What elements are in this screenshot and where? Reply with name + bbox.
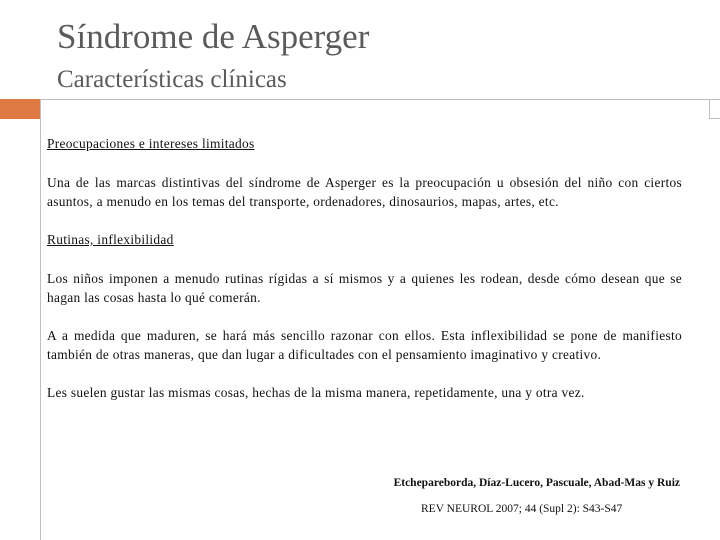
accent-bar xyxy=(0,99,40,119)
section-heading-routines: Rutinas, inflexibilidad xyxy=(47,232,174,247)
paragraph-repetition: Les suelen gustar las mismas cosas, hechas de la misma manera, repetidamente, una y otra vez. xyxy=(47,385,585,400)
slide-subtitle: Características clínicas xyxy=(57,66,287,93)
left-border-line xyxy=(40,100,41,540)
citation-reference: REV NEUROL 2007; 44 (Supl 2): S43-S47 xyxy=(421,503,623,515)
paragraph-routines: Los niños imponen a menudo rutinas rígidas a sí mismos y a quienes les rodean, desde cómo desean que se hagan las cosas hasta lo qué comerán. xyxy=(47,271,682,305)
paragraph-interests: Una de las marcas distintivas del síndrome de Asperger es la preocupación u obsesión del niño con ciertos asuntos, a menudo en los temas del transporte, ordenadores, dinosaurios, mapas, artes, etc. xyxy=(47,175,682,209)
section-heading-interests: Preocupaciones e intereses limitados xyxy=(47,136,255,151)
paragraph-inflexibility: A a medida que maduren, se hará más sencillo razonar con ellos. Esta inflexibilidad se pone de manifiesto también de otras maneras, que dan lugar a dificultades con el pensamiento imaginativo y creativo. xyxy=(47,328,682,362)
title-divider xyxy=(40,99,709,100)
citation-authors: Etchepareborda, Díaz-Lucero, Pascuale, Abad-Mas y Ruiz xyxy=(393,477,680,489)
slide-title: Síndrome de Asperger xyxy=(57,17,370,56)
right-accent-box xyxy=(709,99,720,119)
slide-content xyxy=(47,134,682,421)
